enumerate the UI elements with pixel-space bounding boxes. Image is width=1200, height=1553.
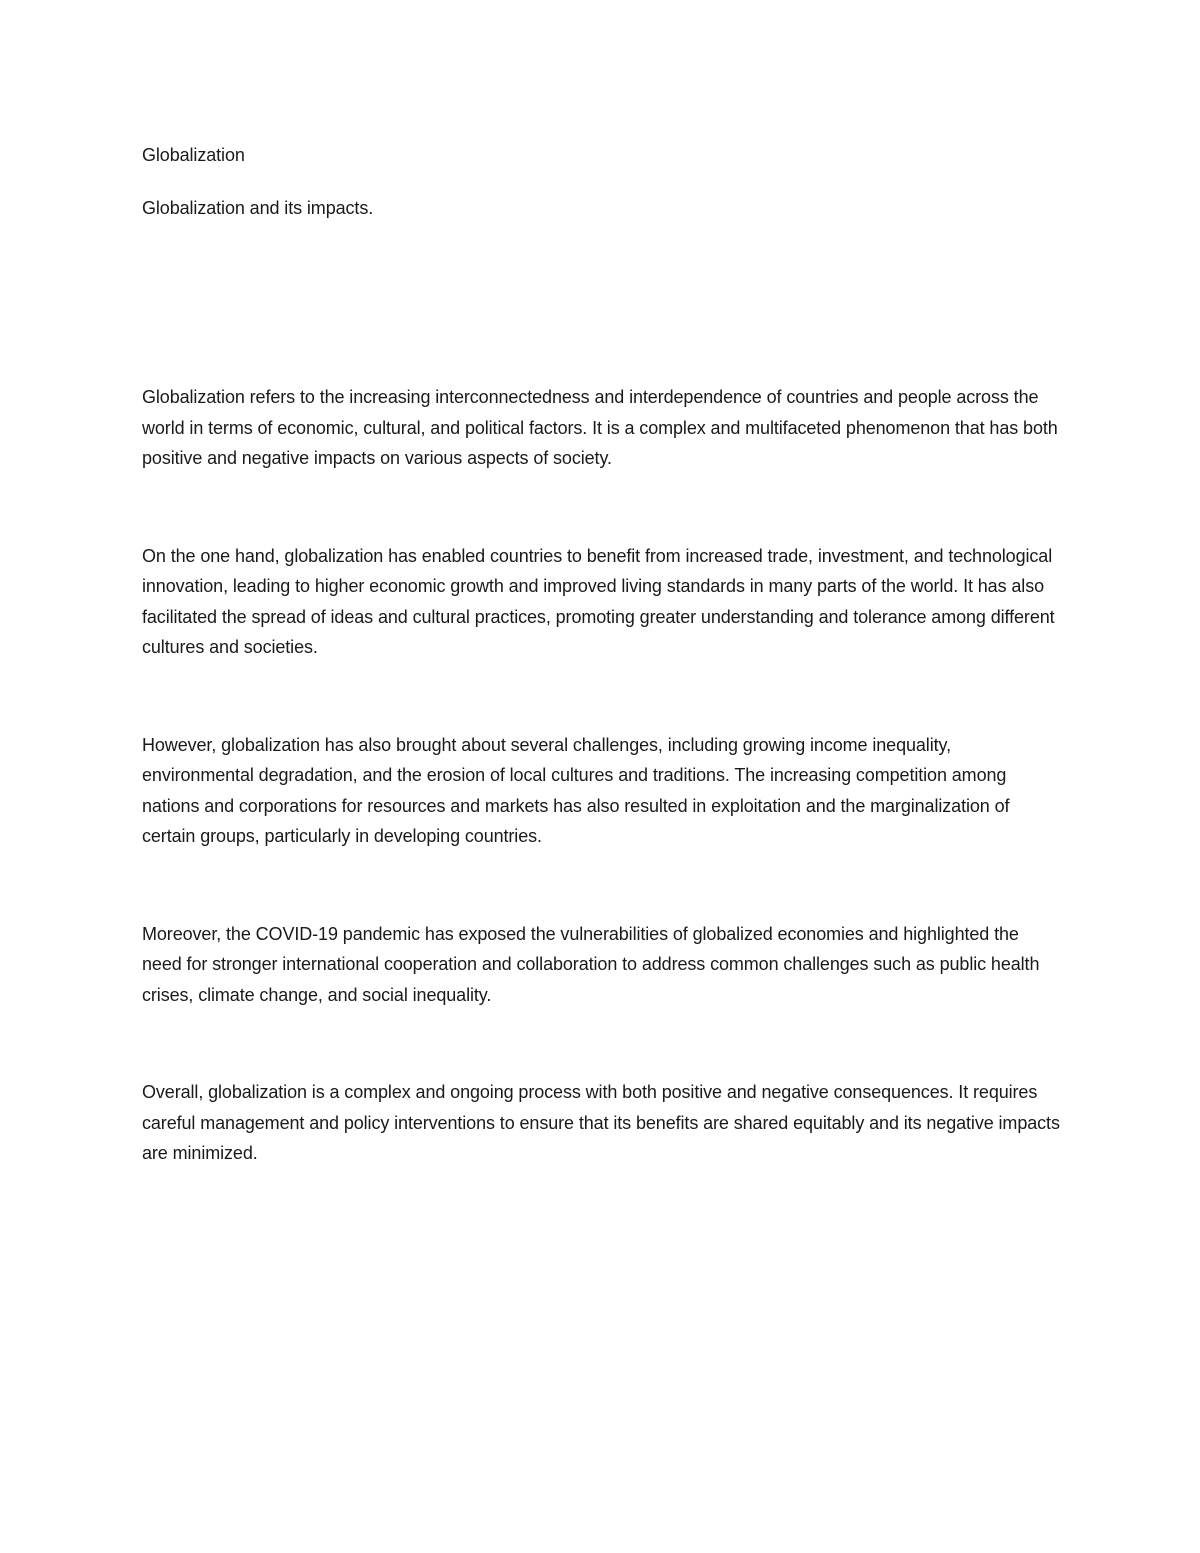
document-title: Globalization: [142, 145, 245, 165]
paragraph-introduction: Globalization refers to the increasing interconnectedness and interdependence of countries and people across the world in terms of economic, cultural, and political factors. It is a complex and multifaceted phenomenon that has both positive and negative impacts on various aspects of society.: [142, 387, 1058, 468]
paragraph-benefits: On the one hand, globalization has enabled countries to benefit from increased trade, investment, and technological innovation, leading to higher economic growth and improved living standards in many parts of the world. It has also facilitated the spread of ideas and cultural practices, promoting greater understanding and tolerance among different cultures and societies.: [142, 545, 1055, 657]
document-subtitle: Globalization and its impacts.: [142, 197, 374, 218]
document-body: [142, 140, 1062, 1169]
paragraph-covid: Moreover, the COVID-19 pandemic has exposed the vulnerabilities of globalized economies and highlighted the need for stronger international cooperation and collaboration to address common challenges such as public health crises, climate change, and social inequality.: [142, 923, 1040, 1005]
paragraph-challenges: However, globalization has also brought about several challenges, including growing income inequality, environmental degradation, and the erosion of local cultures and traditions. The increasing competition among nations and corporations for resources and markets has also resulted in exploitation and the marginalization of certain groups, particularly in developing countries.: [142, 734, 1010, 846]
paragraph-conclusion: Overall, globalization is a complex and ongoing process with both positive and negative consequences. It requires careful management and policy interventions to ensure that its benefits are shared equitably and its negative impacts are minimized.: [142, 1082, 1060, 1163]
